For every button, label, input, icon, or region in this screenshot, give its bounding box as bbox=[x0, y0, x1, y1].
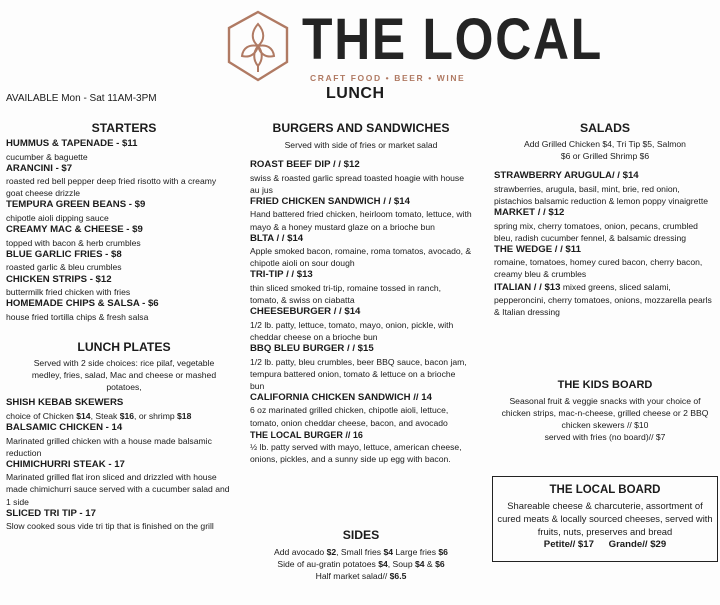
kids-board-section bbox=[494, 378, 716, 443]
sides-section bbox=[250, 528, 472, 582]
menu-item-desc: topped with bacon & herb crumbles bbox=[6, 237, 141, 248]
price: $16 bbox=[119, 410, 135, 421]
sides-text: Half market salad// bbox=[315, 571, 390, 582]
desc-text: , Steak bbox=[90, 410, 120, 421]
brand-tagline: CRAFT FOOD • BEER • WINE bbox=[310, 73, 466, 83]
menu-item bbox=[494, 281, 716, 319]
price: $14 bbox=[76, 410, 91, 421]
menu-item-name: CHIMICHURRI STEAK - 17 bbox=[6, 458, 125, 470]
kids-board-desc-2: served with fries (no board)// $7 bbox=[544, 432, 666, 443]
menu-item-desc: Apple smoked bacon, romaine, roma tomatos, avocado, & chipotle aioli on sour dough bbox=[250, 246, 472, 269]
menu-item-desc: 6 oz marinated grilled chicken, chipotle aioli, lettuce, tomato, onion cheddar cheese, bacon, and avocado bbox=[250, 405, 449, 428]
menu-item-name: CHEESEBURGER / / $14 bbox=[250, 306, 361, 318]
sides-text: , Soup bbox=[387, 559, 415, 570]
price: $6 bbox=[438, 547, 448, 557]
lunch-plates-title: LUNCH PLATES bbox=[77, 340, 171, 354]
sides-line bbox=[250, 570, 472, 582]
menu-item-desc: ½ lb. patty served with mayo, lettuce, american cheese, onions, pickles, and a sunny side up egg with bacon. bbox=[250, 442, 462, 465]
petite-price: Petite// $17 bbox=[543, 539, 594, 550]
sides-text: Side of au-gratin potatoes bbox=[277, 559, 379, 570]
hop-logo-icon bbox=[225, 10, 291, 82]
price: $6.5 bbox=[389, 571, 407, 582]
sides-text: Add avocado bbox=[274, 547, 327, 557]
availability-text: AVAILABLE Mon - Sat 11AM-3PM bbox=[6, 93, 157, 104]
menu-item-name: SLICED TRI TIP - 17 bbox=[6, 507, 96, 519]
menu-item-name: CHICKEN STRIPS - $12 bbox=[6, 273, 112, 285]
menu-item-desc: swiss & roasted garlic spread toasted hoagie with house au jus bbox=[250, 172, 465, 195]
menu-item-desc: thin sliced smoked tri-tip, romaine tossed in ranch, tomato, & swiss on ciabatta bbox=[250, 283, 442, 306]
sides-text: & bbox=[424, 559, 436, 570]
local-board-title: THE LOCAL BOARD bbox=[549, 484, 661, 496]
menu-item-name: BALSAMIC CHICKEN - 14 bbox=[6, 421, 123, 433]
price: $4 bbox=[378, 559, 388, 570]
menu-item-name: THE LOCAL BURGER // 16 bbox=[250, 429, 363, 440]
local-board-box bbox=[492, 476, 718, 562]
menu-item-name: THE WEDGE / / $11 bbox=[494, 243, 581, 255]
menu-item-name: HUMMUS & TAPENADE - $11 bbox=[6, 138, 138, 149]
menu-item-name: ITALIAN / / $13 bbox=[494, 281, 561, 293]
starters-section bbox=[6, 121, 242, 323]
menu-item-desc: roasted garlic & bleu crumbles bbox=[6, 262, 122, 273]
local-board-prices bbox=[497, 539, 713, 550]
desc-text: choice of Chicken bbox=[6, 410, 77, 421]
menu-item-name: CALIFORNIA CHICKEN SANDWICH // 14 bbox=[250, 391, 432, 403]
menu-item-name: MARKET / / $12 bbox=[494, 206, 565, 218]
menu-item-desc: Marinated grilled flat iron sliced and drizzled with house made chimichurri sauce served with a cucumber salad and 1 side bbox=[6, 472, 230, 507]
grande-price: Grande// $29 bbox=[608, 539, 667, 550]
salads-section bbox=[494, 121, 716, 318]
menu-item-name: ROAST BEEF DIP / / $12 bbox=[250, 159, 360, 171]
lunch-plates-section bbox=[6, 340, 242, 532]
burgers-section bbox=[250, 121, 472, 465]
sides-line bbox=[250, 558, 472, 570]
menu-item-desc: romaine, tomatoes, homey cured bacon, cherry bacon, creamy bleu & crumbles bbox=[494, 257, 703, 280]
salads-title: SALADS bbox=[579, 121, 631, 135]
brand-name: THE LOCAL bbox=[302, 7, 603, 72]
starters-title: STARTERS bbox=[91, 121, 157, 135]
burgers-title: BURGERS AND SANDWICHES bbox=[272, 121, 450, 135]
menu-item-desc: Marinated grilled chicken with a house made balsamic reduction bbox=[6, 435, 212, 458]
menu-item-name: HOMEMADE CHIPS & SALSA - $6 bbox=[6, 298, 159, 310]
menu-item-desc: mixed greens, sliced salami, pepperoncini, cherry tomatoes, onions, mozzarella pearls & Italian dressing bbox=[494, 281, 712, 318]
price: $2 bbox=[326, 547, 337, 557]
menu-item-desc: Slow cooked sous vide tri tip that is finished on the grill bbox=[6, 521, 214, 532]
kids-board-title: THE KIDS BOARD bbox=[557, 379, 653, 391]
menu-item-desc: strawberries, arugula, basil, mint, brie, red onion, pistachios balsamic reduction & lemon poppy vinaigrette bbox=[494, 183, 709, 206]
menu-item-desc: 1/2 lb. patty, lettuce, tomato, mayo, onion, pickle, with cheddar cheese on a brioche bun bbox=[250, 319, 454, 342]
price: $6 bbox=[435, 559, 445, 570]
local-board-desc: Shareable cheese & charcuterie, assortment of cured meats & locally sourced cheeses, served with fruits, nuts, preserves and bread bbox=[497, 500, 713, 537]
menu-item-desc: roasted red bell pepper deep fried risotto with a creamy goat cheese drizzle bbox=[6, 176, 217, 199]
menu-item-name: TRI-TIP / / $13 bbox=[250, 269, 313, 281]
sides-title: SIDES bbox=[342, 528, 380, 542]
sides-text: Large fries bbox=[393, 547, 439, 557]
menu-item-desc: 1/2 lb. patty, bleu crumbles, beer BBQ sauce, bacon jam, tempura battered onion, tomato & lettuce on a brioche bun bbox=[250, 356, 467, 391]
price: $18 bbox=[177, 410, 192, 421]
menu-item-desc: house fried tortilla chips & fresh salsa bbox=[6, 311, 149, 322]
menu-item-desc: Hand battered fried chicken, heirloom tomato, lettuce, with mayo & a honey mustard glaze on a brioche bun bbox=[250, 209, 472, 232]
menu-item-desc: chipotle aioli dipping sauce bbox=[6, 213, 109, 224]
menu-item-desc: buttermilk fried chicken with fries bbox=[6, 287, 131, 298]
menu-item-name: CREAMY MAC & CHEESE - $9 bbox=[6, 224, 143, 236]
menu-item-name: BLTA / / $14 bbox=[250, 232, 304, 244]
salads-addons: Add Grilled Chicken $4, Tri Tip $5, Salmon $6 or Grilled Shrimp $6 bbox=[524, 139, 686, 162]
menu-title: LUNCH bbox=[326, 85, 385, 102]
sides-text: , Small fries bbox=[336, 547, 384, 557]
desc-text: , or shrimp bbox=[134, 410, 178, 421]
menu-item-name: ARANCINI - $7 bbox=[6, 162, 73, 174]
menu-item-name: BLUE GARLIC FRIES - $8 bbox=[6, 248, 122, 260]
price: $4 bbox=[414, 559, 425, 570]
burgers-subtitle: Served with side of fries or market salad bbox=[284, 140, 438, 150]
menu-item-desc: cucumber & baguette bbox=[6, 151, 88, 162]
menu-item-name: STRAWBERRY ARUGULA/ / $14 bbox=[494, 170, 639, 182]
menu-item-name: FRIED CHICKEN SANDWICH / / $14 bbox=[250, 195, 410, 207]
menu-item-name: SHISH KEBAB SKEWERS bbox=[6, 397, 124, 409]
lunch-plates-intro: Served with 2 side choices: rice pilaf, vegetable medley, fries, salad, Mac and cheese or mashed potatoes, bbox=[31, 358, 217, 393]
menu-item-name: TEMPURA GREEN BEANS - $9 bbox=[6, 199, 146, 211]
menu-item-desc: spring mix, cherry tomatoes, onion, pecans, crumbled bleu, radish cucumber fennel, & balsamic dressing bbox=[494, 220, 698, 243]
kids-board-desc: Seasonal fruit & veggie snacks with your choice of chicken strips, mac-n-cheese, grilled cheese or 2 BBQ chicken skewers // $10 bbox=[501, 396, 709, 431]
sides-line bbox=[250, 546, 472, 558]
menu-item-name: BBQ BLEU BURGER / / $15 bbox=[250, 343, 374, 354]
menu-item-desc bbox=[6, 410, 242, 422]
price: $4 bbox=[383, 547, 393, 557]
